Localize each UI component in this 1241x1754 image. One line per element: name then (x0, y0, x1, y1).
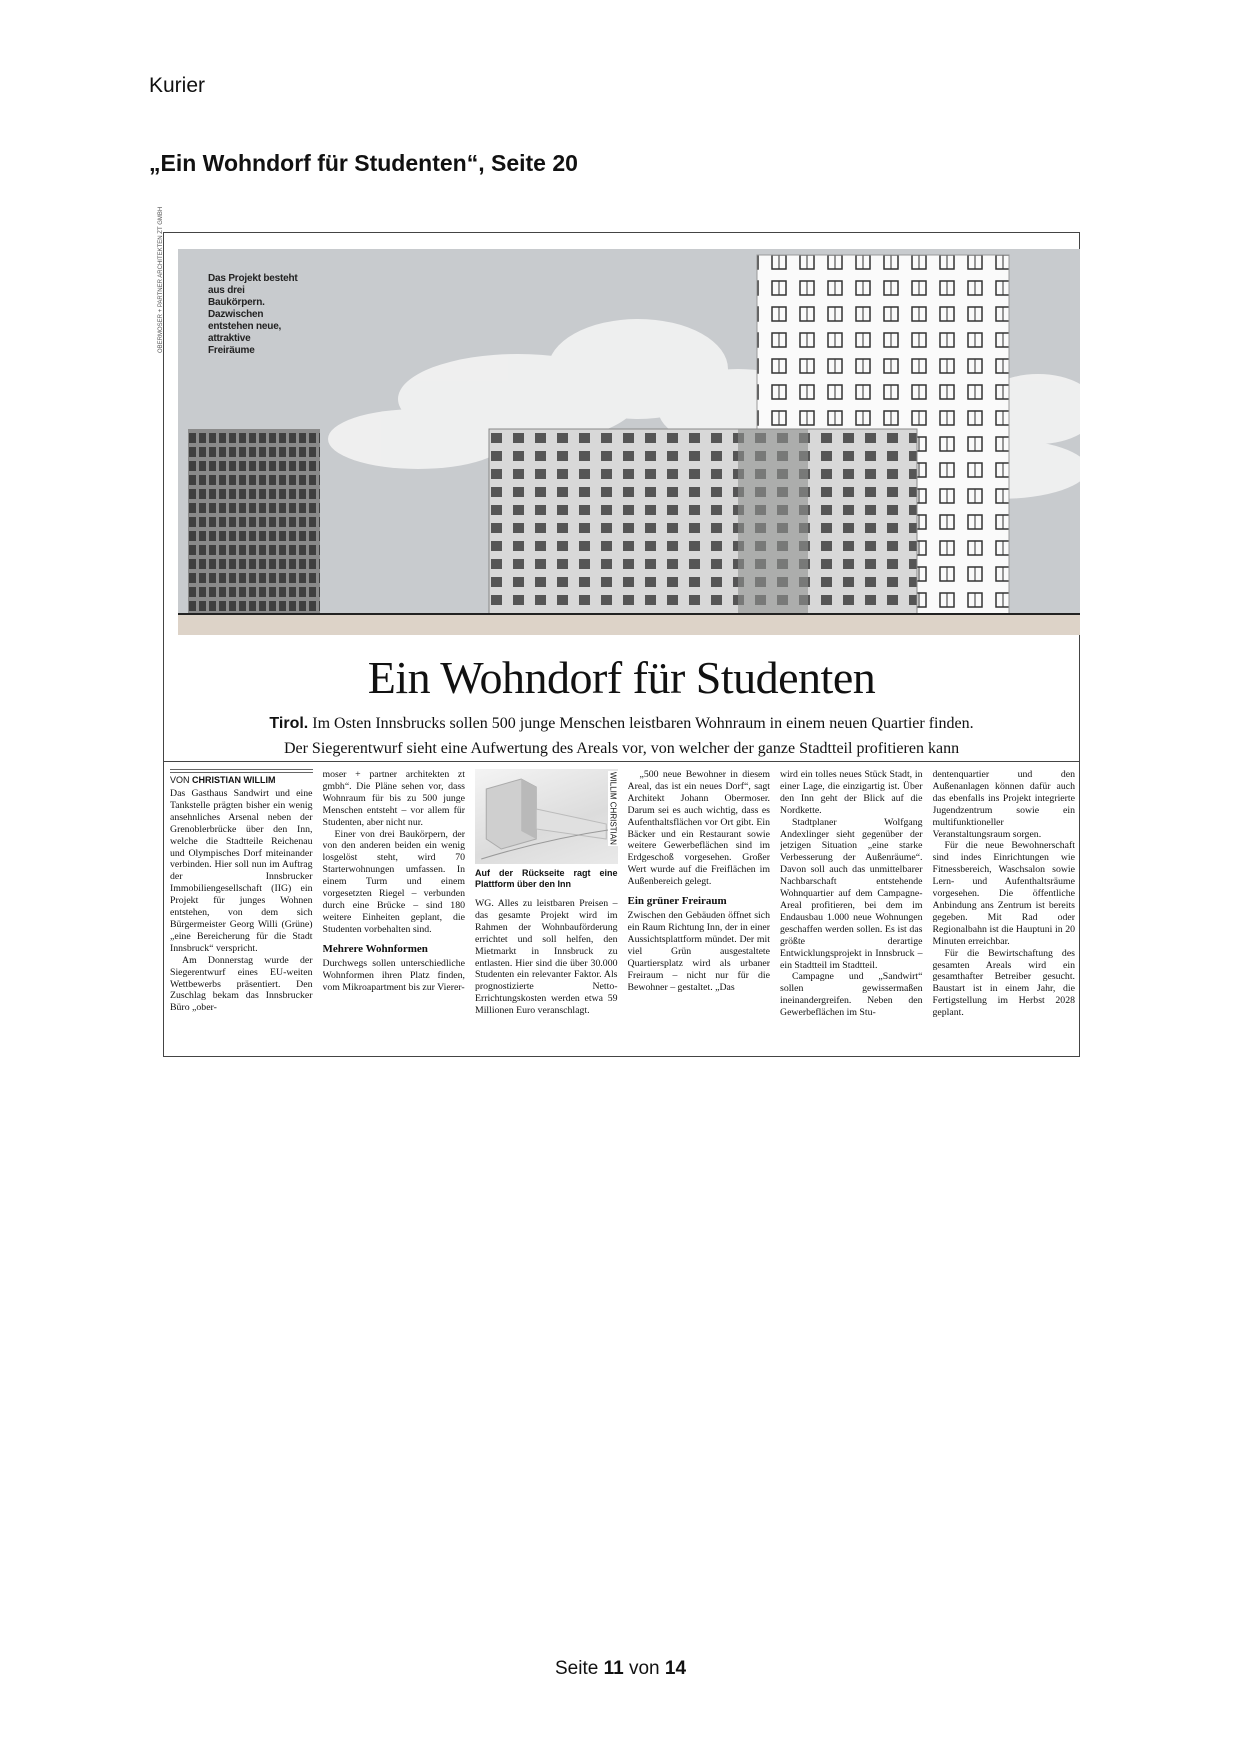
paragraph: Durchwegs sollen unterschiedliche Wohnformen ihren Platz finden, vom Mikroapartment bis zur Vierer- (322, 957, 465, 993)
paragraph: Campagne und „Sandwirt“ sollen gewissermaßen ineinandergreifen. Neben den Gewerbeflächen im Stu- (780, 971, 923, 1019)
footer-prefix: Seite (554, 1658, 604, 1679)
deck-lead: Tirol. (269, 715, 309, 732)
illustration-caption: Das Projekt besteht aus drei Baukörpern. Dazwischen entstehen neue, attraktive Freiräume (208, 273, 298, 356)
footer-middle: von (623, 1658, 665, 1679)
column-6 (933, 769, 1076, 1052)
source-name: Kurier (149, 74, 206, 97)
column-1 (170, 769, 313, 1052)
paragraph: Für die Bewirtschaftung des gesamten Areals wird ein gesamthafter Betreiber gesucht. Baustart ist in einem Jahr, die Fertigstellung im Herbst 2028 geplant. (932, 947, 1075, 1019)
paragraph: wird ein tolles neues Stück Stadt, in einer Lage, die einzigartig ist. Über den Inn geht der Blick auf die Nordkette. (780, 769, 923, 816)
column-3 (475, 769, 618, 1052)
column-4 (628, 769, 771, 1052)
photo-caption: Auf der Rückseite ragt eine Plattform über den Inn (475, 868, 618, 889)
paragraph: WG. Alles zu leistbaren Preisen – das gesamte Projekt wird im Rahmen der Wohnbauförderung errichtet und soll helfen, den Mietmarkt in Innsbruck zu entlasten. Hier sind die über 30.000 Studenten ein relevanter Faktor. Als prognostizierte Netto-Errichtungskosten werden etwa 59 Millionen Euro veranschlagt. (475, 898, 618, 1017)
illustration-credit: OBERMOSER + PARTNER ARCHITEKTEN ZT GMBH (158, 206, 164, 353)
headline: Ein Wohndorf für Studenten (367, 652, 876, 703)
paragraph: Das Gasthaus Sandwirt und eine Tankstelle prägten bisher ein wenig ansehnliches Arsenal neben der Grenoblerbrücke über den Inn, welche die Stadtteile Reichenau und Olympisches Dorf miteinander verbinden. Hier soll nun im Auftrag der Innsbrucker Immobiliengesellschaft (IIG) ein Projekt für junges Wohnen entstehen, von dem sich Bürgermeister Georg Willi (Grüne) „eine Bereicherung für die Stadt Innsbruck“ verspricht. (170, 788, 313, 954)
deck-line-1: Im Osten Innsbrucks sollen 500 junge Menschen leistbaren Wohnraum in einem neuen Quartier finden. (308, 715, 974, 732)
byline-prefix: VON (170, 775, 193, 785)
paragraph: „500 neue Bewohner in diesem Areal, das ist ein neues Dorf“, sagt Architekt Johann Obermoser. Darum sei es auch wichtig, dass es Aufenthaltsflächen vor Ort gibt. Ein Bäcker und ein Restaurant sowie weitere Gewerbeflächen sind im Erdgeschoß vorgesehen. Großer Wert wurde auf die Freiflächen im Außenbereich gelegt. (627, 769, 770, 888)
paragraph: dentenquartier und den Außenanlagen können dafür auch das ebenfalls ins Projekt integrierte Jugendzentrum sowie ein multifunktioneller Veranstaltungsraum sorgen. (932, 769, 1075, 840)
article-body (170, 769, 1075, 1052)
document-title: „Ein Wohndorf für Studenten“, Seite 20 (149, 150, 578, 176)
column-2 (323, 769, 466, 1052)
byline (170, 769, 313, 785)
deck-line-2: Der Siegerentwurf sieht eine Aufwertung des Areals vor, von welcher der ganze Stadtteil profitieren kann (283, 740, 960, 757)
model-photo-image (475, 769, 618, 864)
paragraph: Stadtplaner Wolfgang Andexlinger sieht gegenüber der jetzigen Situation „eine starke Verbesserung der Außenräume“. Davon soll auch das unmittelbarer Nachbarschaft entstehende Wohnquartier auf dem Campagne-Areal profitieren, bei dem im Endausbau 1.000 neue Wohnungen geschaffen werden sollen. Es ist das größte derartige Entwicklungsprojekt in Innsbruck – ein Stadtteil im Stadtteil. (780, 816, 923, 971)
divider (164, 761, 1079, 762)
paragraph: Einer von drei Baukörpern, der von den anderen beiden ein wenig losgelöst steht, wird 70 Starterwohnungen umfassen. In einem Turm und einem vorgesetzten Riegel – verbunden durch eine Brücke – sind 180 weitere Einheiten geplant, die Studenten vorbehalten sind. (322, 828, 465, 935)
newspaper-clipping (158, 206, 1080, 1057)
model-photo (475, 769, 618, 864)
byline-author: CHRISTIAN WILLIM (192, 775, 276, 785)
paragraph: Am Donnerstag wurde der Siegerentwurf eines EU-weiten Wettbewerbs präsentiert. Den Zuschlag bekam das Innsbrucker Büro „ober- (170, 954, 313, 1014)
paragraph: Für die neue Bewohnerschaft sind indes Einrichtungen wie Fitnessbereich, Waschsalon sowie Lern- und Aufenthaltsräume vorgesehen. Die öffentliche Anbindung ans Zentrum ist bereits gegeben. Mit Rad oder Regionalbahn ist die Hauptuni in 20 Minuten erreichbar. (932, 840, 1075, 947)
photo-credit: WILLIM CHRISTIAN (608, 772, 618, 845)
paragraph: moser + partner architekten zt gmbh“. Die Pläne sehen vor, dass Wohnraum für bis zu 500 junge Menschen entsteht – vor allem für Studenten, aber nicht nur. (322, 769, 465, 828)
page-number: 11 (603, 1658, 624, 1679)
page-footer (0, 1658, 1241, 1680)
architecture-rendering (178, 249, 1080, 635)
subheading: Mehrere Wohnformen (322, 942, 428, 955)
subheading: Ein grüner Freiraum (627, 895, 727, 908)
paragraph: Zwischen den Gebäuden öffnet sich ein Raum Richtung Inn, der in einer Aussichtsplattform mündet. Der mit viel Grün ausgestaltete Quartiersplatz wird als urbaner Freiraum – nicht nur für die Bewohner – gestaltet. „Das (627, 910, 770, 993)
column-5 (780, 769, 923, 1052)
page-total: 14 (664, 1658, 687, 1679)
deck (164, 711, 1079, 761)
